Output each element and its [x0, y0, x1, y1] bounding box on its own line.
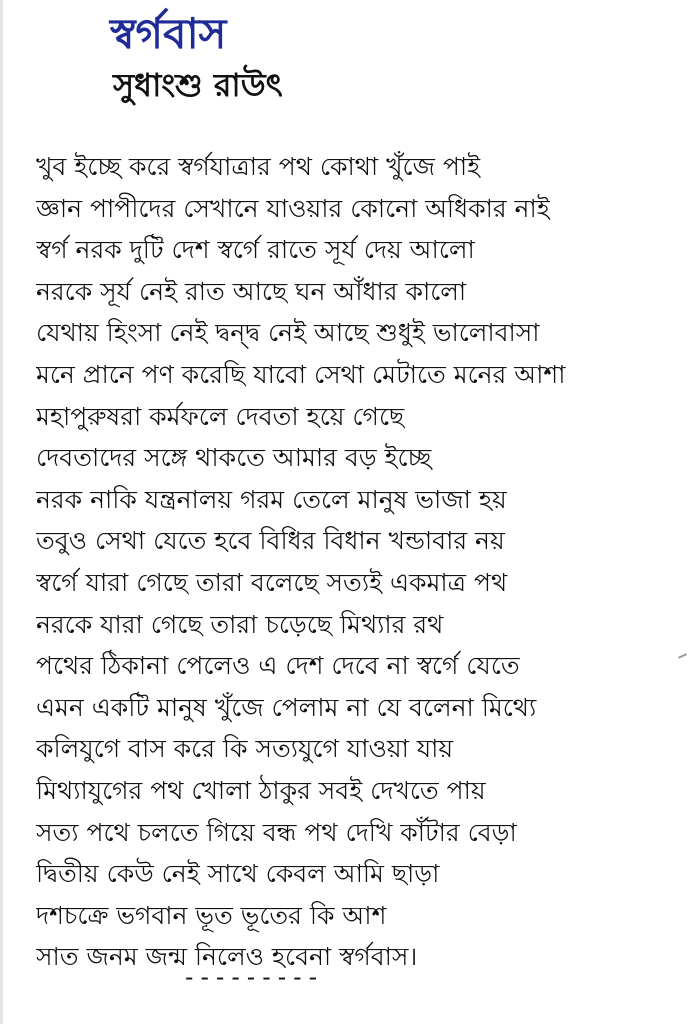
poem-line: দেবতাদের সঙ্গে থাকতে আমার বড় ইচ্ছে	[36, 443, 432, 473]
poem-line: সত্য পথে চলতে গিয়ে বন্ধ পথ দেখি কাঁটার বেড়া	[36, 817, 517, 847]
page-edge	[0, 0, 3, 1024]
poem-line: খুব ইচ্ছে করে স্বর্গযাত্রার পথ কোথা খুঁজে পাই	[36, 152, 481, 181]
poem-line: দ্বিতীয় কেউ নেই সাথে কেবল আমি ছাড়া	[36, 859, 440, 889]
poem-line: জ্ঞান পাপীদের সেখানে যাওয়ার কোনো অধিকার নাই	[36, 193, 550, 223]
poem-author: সুধাংশু রাউৎ	[113, 66, 283, 104]
poem-line: এমন একটি মানুষ খুঁজে পেলাম না যে বলেনা মিথ্যে	[36, 692, 537, 722]
poem-line: স্বর্গে যারা গেছে তারা বলেছে সত্যই একমাত্র পথ	[36, 567, 508, 597]
poem-line: দশচক্রে ভগবান ভূত ভূতের কি আশ	[36, 900, 387, 930]
poem-title: স্বর্গবাস	[110, 9, 227, 58]
poem-line: তবুও সেথা যেতে হবে বিধির বিধান খন্ডাবার নয়	[36, 526, 505, 556]
poem-line: পথের ঠিকানা পেলেও এ দেশ দেবে না স্বর্গে যেতে	[36, 651, 520, 681]
poem-line: মহাপুরুষরা কর্মফলে দেবতা হয়ে গেছে	[36, 401, 405, 431]
poem-line: নরকে যারা গেছে তারা চড়েছে মিথ্যার রথ	[36, 609, 444, 639]
poem-line: মিথ্যাযুগের পথ খোলা ঠাকুর সবই দেখতে পায়	[36, 775, 486, 805]
poem-line: মনে প্রানে পণ করেছি যাবো সেথা মেটাতে মনের আশা	[36, 359, 566, 389]
poem-line: কলিযুগে বাস করে কি সত্যযুগে যাওয়া যায়	[36, 734, 454, 764]
poem-line: নরক নাকি যন্ত্রনালয় গরম তেলে মানুষ ভাজা হয়	[36, 484, 507, 514]
poem-line: নরকে সূর্য নেই রাত আছে ঘন আঁধার কালো	[36, 276, 467, 306]
poem-line: সাত জনম জন্ম নিলেও হবেনা স্বর্গবাস।	[36, 942, 418, 972]
poem-body	[36, 146, 686, 978]
end-separator: ---------	[182, 963, 322, 991]
poem-line: স্বর্গ নরক দুটি দেশ স্বর্গে রাতে সূর্য দেয় আলো	[36, 235, 475, 265]
poem-line: যেথায় হিংসা নেই দ্বন্দ্ব নেই আছে শুধুই ভালোবাসা	[36, 318, 540, 348]
